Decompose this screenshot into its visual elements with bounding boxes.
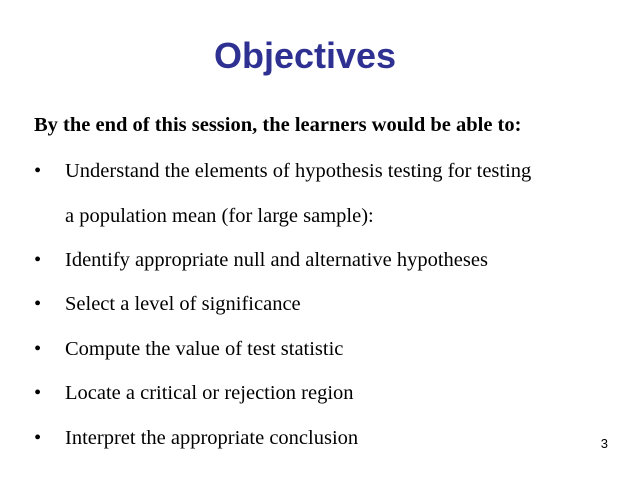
bullet-icon: • bbox=[34, 338, 42, 360]
bullet-text: Identify appropriate null and alternative hypotheses bbox=[65, 249, 488, 271]
page-number: 3 bbox=[600, 436, 608, 451]
slide-title: Objectives bbox=[213, 35, 397, 76]
bullet-text: Compute the value of test statistic bbox=[65, 338, 344, 360]
bullet-icon: • bbox=[34, 160, 42, 182]
bullet-text: Interpret the appropriate conclusion bbox=[65, 427, 359, 449]
bullet-text: Locate a critical or rejection region bbox=[65, 382, 354, 404]
bullet-icon: • bbox=[34, 382, 42, 404]
bullet-continuation: a population mean (for large sample): bbox=[65, 205, 374, 227]
bullet-icon: • bbox=[34, 249, 42, 271]
bullet-icon: • bbox=[34, 427, 42, 449]
bullet-text: Select a level of significance bbox=[65, 293, 301, 315]
bullet-icon: • bbox=[34, 293, 42, 315]
bullet-text: Understand the elements of hypothesis testing for testing bbox=[65, 160, 532, 182]
intro-text: By the end of this session, the learners would be able to: bbox=[34, 114, 522, 136]
